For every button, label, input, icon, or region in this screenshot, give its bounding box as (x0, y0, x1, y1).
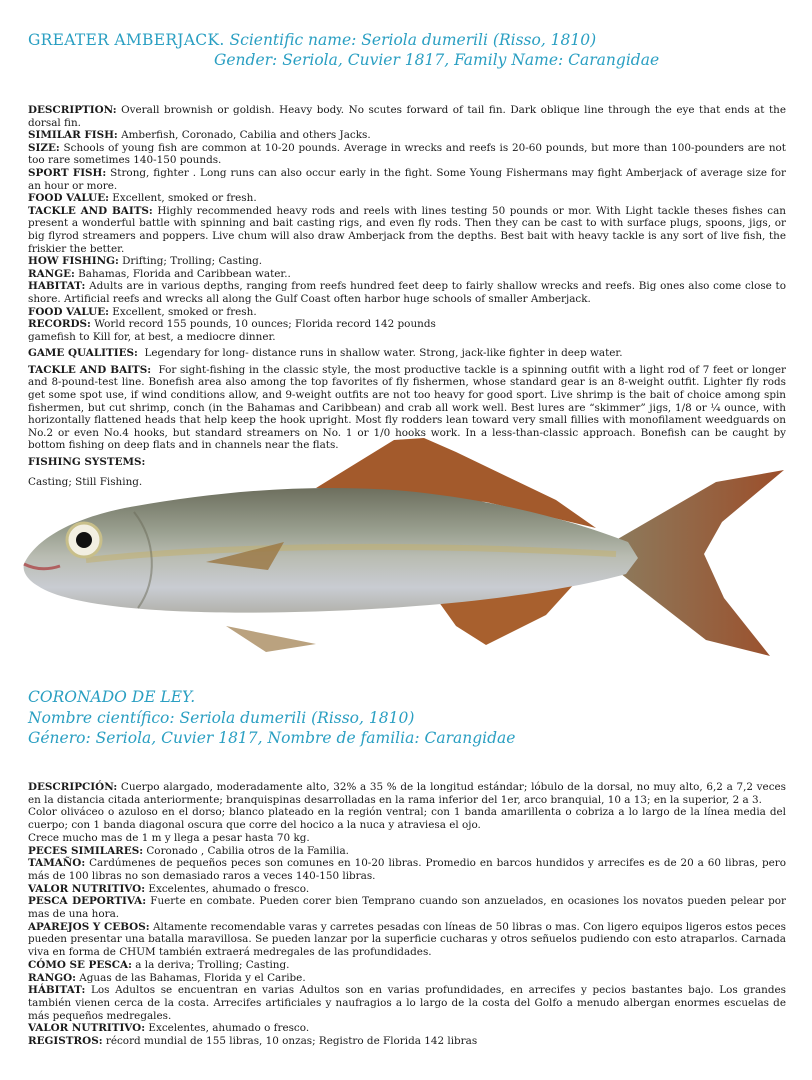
english-section: TACKLE AND BAITS: Highly recommended heavy rods and reels with lines testing 50 pounds or mor. With Light tackle theses fishes can present a wonderful battle with spinning and bait casting rigs, and even fly rods. Then they can be cast to with surface plugs, spoons, jigs, or big flyrod streamers and poppers. Live chum will also draw Amberjack from the depths. Best bait with heavy tackle is any sort of live fish, the friskier the better. (28, 204, 786, 255)
spanish-section: REGISTROS: récord mundial de 155 libras, 10 onzas; Registro de Florida 142 libras (28, 1035, 478, 1048)
pelvic-fin (226, 626, 316, 652)
spanish-scientific-name: Nombre científico: Seriola dumerili (Risso, 1810) (28, 708, 415, 727)
spanish-section: PECES SIMILARES: Coronado , Cabilia otros de la Familia. (28, 844, 349, 857)
english-gender-line: Gender: Seriola, Cuvier 1817, Family Name: Carangidae (214, 51, 660, 69)
spanish-growth-text: Crece mucho mas de 1 m y llega a pesar hasta 70 kg. (28, 831, 310, 844)
english-section: FOOD VALUE: Excellent, smoked or fresh. (28, 305, 257, 318)
fish-pupil (76, 532, 92, 548)
spanish-section: TAMAÑO: Cardúmenes de pequeños peces son comunes en 10-20 libras. Promedio en barcos hundidos y arrecifes es de 20 a 60 libras, pero más de 100 libras no son demasiado raros a veces 140-150 libras. (28, 857, 786, 882)
records-note: gamefish to Kill for, at best, a mediocre dinner. (28, 330, 276, 343)
spanish-body (28, 781, 786, 1048)
spanish-section: HÁBITAT: Los Adultos se encuentran en varias Adultos son en varias profundidades, en arrecifes y pecios bastantes bajo. Los grandes también vienen cerca de la costa. Arrecifes artificiales y naufragios a lo largo de la costa del Golfo a menudo albergan enormes escuelas de más pequeños medregales. (28, 984, 786, 1022)
english-title: GREATER AMBERJACK. (28, 31, 225, 49)
spanish-color-text: Color oliváceo o azuloso en el dorso; blanco plateado en la región ventral; con 1 banda amarillenta o cobriza a lo largo de la línea media del cuerpo; con 1 banda diagonal oscura que corre del hocico a la nuca y atraviesa el ojo. (28, 806, 786, 832)
english-section: HOW FISHING: Drifting; Trolling; Casting. (28, 255, 263, 268)
spanish-section: CÓMO SE PESCA: a la deriva; Trolling; Casting. (28, 958, 290, 971)
game-qualities: GAME QUALITIES: Legendary for long- distance runs in shallow water. Strong, jack-like fighter in deep water. (28, 347, 623, 360)
spanish-section: APAREJOS Y CEBOS: Altamente recomendable varas y carretes pesadas con líneas de 50 libras o mas. Con ligero equipos ligeros estos peces pueden presentar una batalla maravillosa. Se pueden lanzar por la superficie cucharas y otros señuelos pudiendo con esto atraparlos. Carnada viva en forma de CHUM también extraerá medregales de las profundidades. (28, 920, 786, 959)
tail-fin (616, 470, 784, 656)
fishing-systems-text: Casting; Still Fishing. (28, 475, 143, 488)
spanish-heading (28, 687, 788, 749)
english-section: RECORDS: World record 155 pounds, 10 ounces; Florida record 142 pounds (28, 318, 436, 331)
spanish-section: RANGO: Aguas de las Bahamas, Florida y el Caribe. (28, 971, 306, 984)
fishing-systems-label: FISHING SYSTEMS: (28, 456, 146, 469)
spanish-section: PESCA DEPORTIVA: Fuerte en combate. Pueden corer bien Temprano cuando son anzuelados, en ocasiones los novatos pueden pelear por mas de una hora. (28, 895, 786, 921)
english-heading (28, 30, 788, 70)
amberjack-fish-illustration (16, 430, 786, 670)
english-section: RANGE: Bahamas, Florida and Caribbean water.. (28, 267, 291, 280)
spanish-title: CORONADO DE LEY. (28, 688, 196, 706)
english-section: SPORT FISH: Strong, fighter . Long runs can also occur early in the fight. Some Young Fishermans may fight Amberjack of average size for an hour or more. (28, 166, 786, 192)
english-heading-row-1 (28, 30, 788, 50)
spanish-gender-line: Género: Seriola, Cuvier 1817, Nombre de familia: Carangidae (28, 729, 516, 747)
english-section: DESCRIPTION: Overall brownish or goldish. Heavy body. No scutes forward of tail fin. Dark oblique line through the eye that ends at the dorsal fin. (28, 104, 786, 129)
english-section: SIZE: Schools of young fish are common at 10-20 pounds. Average in wrecks and reefs is 20-60 pounds, but more than 100-pounders are not too rare sometimes 140-150 pounds. (28, 141, 786, 167)
spanish-description: DESCRIPCIÓN: Cuerpo alargado, moderadamente alto, 32% a 35 % de la longitud estándar; lóbulo de la dorsal, no muy alto, 6,2 a 7,2 veces en la distancia citada anteriormente; branquispinas desarrolladas en la rama inferior del 1er, arco branquial, 10 a 13; en la superior, 2 a 3. (28, 781, 786, 806)
spanish-section: VALOR NUTRITIVO: Excelentes, ahumado o fresco. (28, 882, 310, 895)
spanish-section: VALOR NUTRITIVO: Excelentes, ahumado o fresco. (28, 1022, 310, 1035)
english-section: SIMILAR FISH: Amberfish, Coronado, Cabilia and others Jacks. (28, 129, 371, 142)
tackle-and-baits-extended: TACKLE AND BAITS: For sight-fishing in the classic style, the most productive tackle is a spinning outfit with a light rod of 7 feet or longer and 8-pound-test line. Bonefish area also among the top favorites of fly fishermen, whose standard gear is an 8-weight outfit. Lighter fly rods get some spot use, if wind conditions allow, and 9-weight outfits are not too heavy for good sport. Live shrimp is the bait of choice among spin fishermen, but cut shrimp, conch (in the Bahamas and Caribbean) and crab all work well. Best lures are “skimmer” jigs, 1/8 or ¼ ounce, with horizontally flattened heads that help keep the hook upright. Most fly rodders lean toward very small fillies with monofilament weedguards on No.2 or even No.4 hooks, but standard streamers on No. 1 or 1/0 hooks work. In a less-than-classic approach. Bonefish can be caught by bottom fishing on deep flats and in channels near the flats. (28, 363, 786, 452)
english-section: FOOD VALUE: Excellent, smoked or fresh. (28, 192, 257, 205)
english-section: HABITAT: Adults are in various depths, ranging from reefs hundred feet deep to fairly shallow wrecks and reefs. Big ones also come close to shore. Artificial reefs and wrecks all along the Gulf Coast often harbor huge schools of smaller Amberjack. (28, 280, 786, 305)
english-scientific-name: Scientific name: Seriola dumerili (Risso, 1810) (229, 31, 597, 49)
